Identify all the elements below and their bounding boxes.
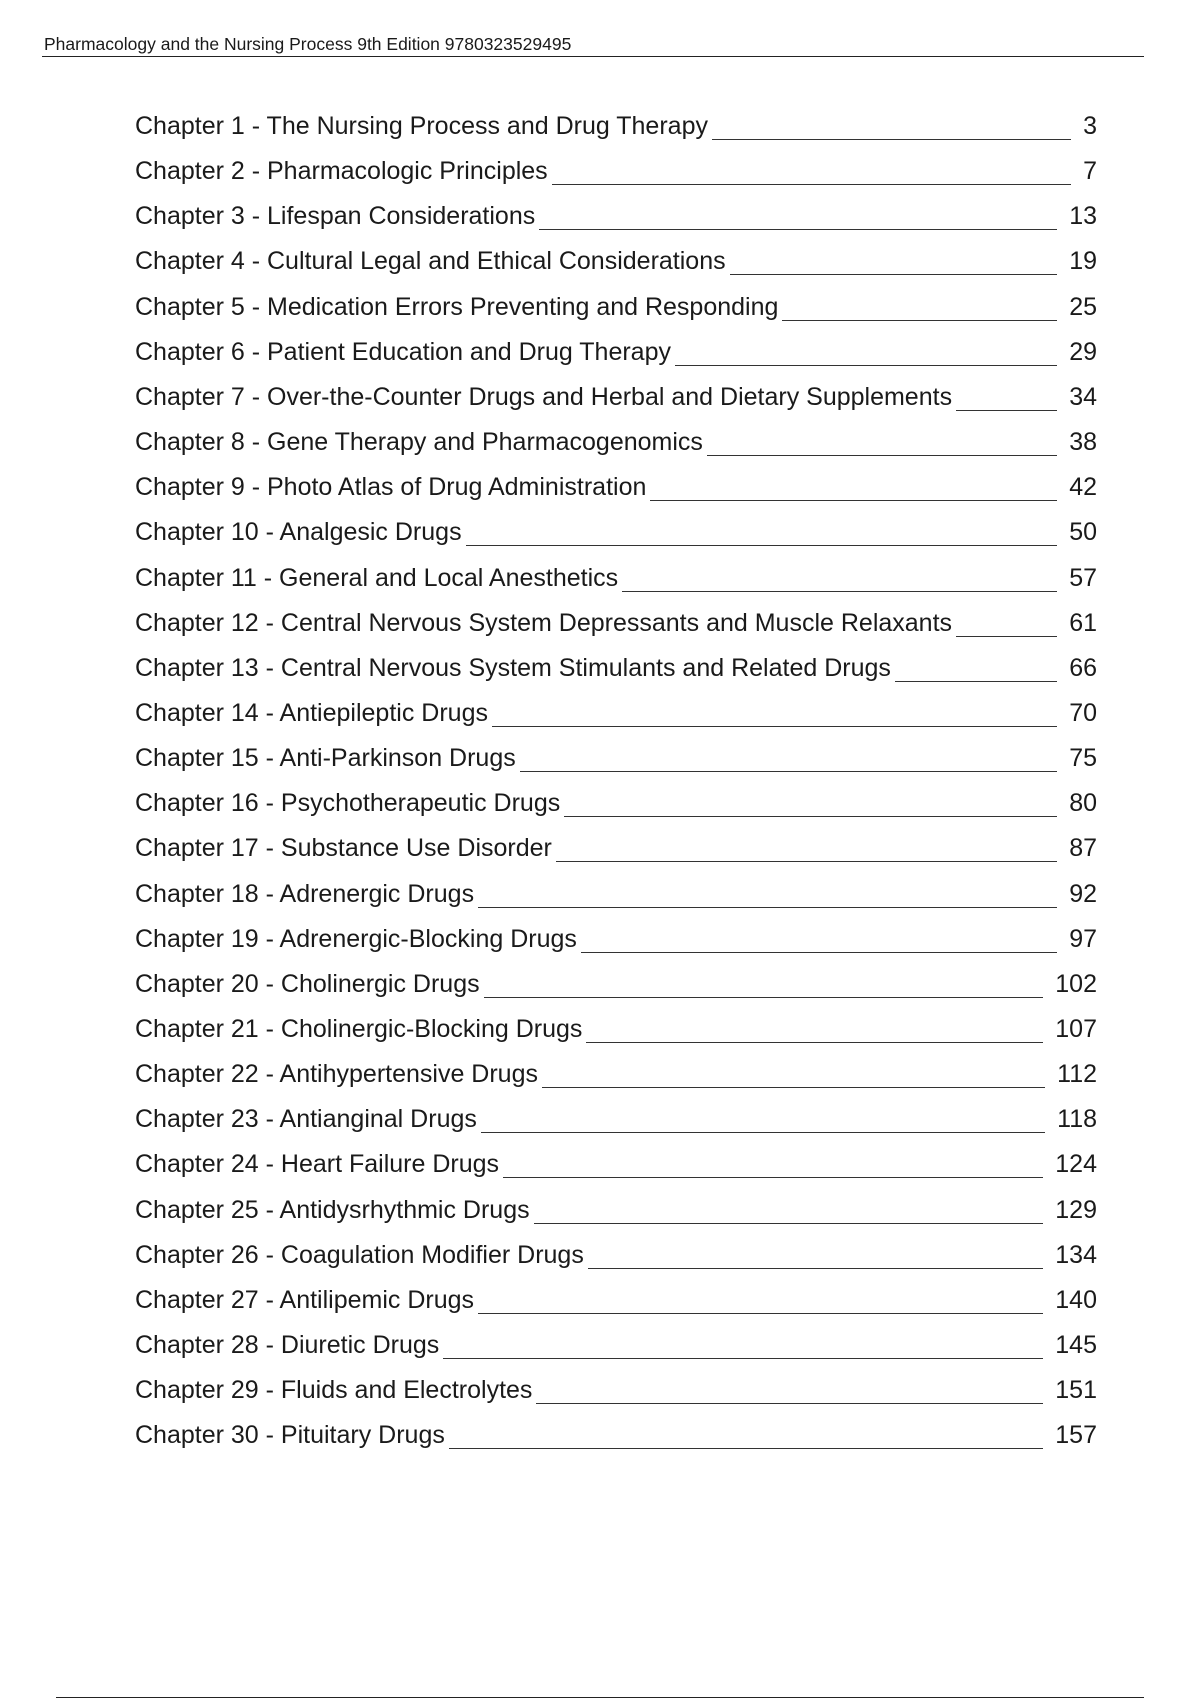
toc-entry[interactable] (135, 375, 1097, 419)
toc-chapter-title: Chapter 8 - Gene Therapy and Pharmacogenomics (135, 428, 703, 457)
toc-chapter-title: Chapter 5 - Medication Errors Preventing and Responding (135, 292, 779, 321)
toc-entry[interactable] (135, 1097, 1097, 1141)
toc-leader-line (503, 1142, 1043, 1186)
toc-leader-line (534, 1188, 1043, 1232)
toc-entry[interactable] (135, 691, 1097, 735)
toc-leader-line (712, 104, 1071, 148)
toc-leader-line (675, 330, 1057, 374)
toc-leader-line (556, 826, 1057, 870)
toc-leader-line (956, 601, 1057, 645)
toc-page-number: 70 (1069, 698, 1097, 727)
toc-page-number: 118 (1057, 1105, 1097, 1134)
toc-entry[interactable] (135, 239, 1097, 283)
toc-page-number: 29 (1069, 337, 1097, 366)
toc-chapter-title: Chapter 3 - Lifespan Considerations (135, 202, 536, 231)
toc-entry[interactable] (135, 556, 1097, 600)
toc-page-number: 75 (1069, 744, 1097, 773)
toc-entry[interactable] (135, 104, 1097, 148)
toc-entry[interactable] (135, 872, 1097, 916)
toc-chapter-title: Chapter 6 - Patient Education and Drug Therapy (135, 337, 671, 366)
toc-chapter-title: Chapter 16 - Psychotherapeutic Drugs (135, 789, 561, 818)
toc-chapter-title: Chapter 14 - Antiepileptic Drugs (135, 698, 488, 727)
toc-page-number: 92 (1069, 879, 1097, 908)
toc-leader-line (730, 239, 1057, 283)
toc-page-number: 34 (1069, 382, 1097, 411)
toc-leader-line (707, 420, 1057, 464)
toc-page-number: 38 (1069, 428, 1097, 457)
toc-chapter-title: Chapter 4 - Cultural Legal and Ethical Considerations (135, 247, 726, 276)
toc-chapter-title: Chapter 29 - Fluids and Electrolytes (135, 1376, 533, 1405)
toc-chapter-title: Chapter 1 - The Nursing Process and Drug Therapy (135, 112, 708, 140)
toc-leader-line (586, 1007, 1043, 1051)
toc-leader-line (542, 1052, 1045, 1096)
toc-page-number: 124 (1055, 1150, 1097, 1179)
toc-chapter-title: Chapter 20 - Cholinergic Drugs (135, 969, 480, 998)
toc-page-number: 19 (1069, 247, 1097, 276)
toc-entry[interactable] (135, 646, 1097, 690)
toc-page-number: 87 (1069, 834, 1097, 863)
toc-page-number: 7 (1083, 157, 1097, 186)
toc-chapter-title: Chapter 30 - Pituitary Drugs (135, 1421, 445, 1450)
toc-chapter-title: Chapter 19 - Adrenergic-Blocking Drugs (135, 924, 577, 953)
toc-chapter-title: Chapter 12 - Central Nervous System Depressants and Muscle Relaxants (135, 608, 953, 637)
toc-leader-line (520, 736, 1057, 780)
toc-entry[interactable] (135, 194, 1097, 238)
toc-chapter-title: Chapter 17 - Substance Use Disorder (135, 834, 552, 863)
toc-chapter-title: Chapter 13 - Central Nervous System Stimulants and Related Drugs (135, 653, 891, 682)
toc-leader-line (478, 872, 1057, 916)
toc-leader-line (564, 781, 1057, 825)
toc-entry[interactable] (135, 601, 1097, 645)
toc-chapter-title: Chapter 22 - Antihypertensive Drugs (135, 1060, 538, 1089)
toc-chapter-title: Chapter 2 - Pharmacologic Principles (135, 157, 548, 186)
toc-page-number: 13 (1069, 202, 1097, 231)
toc-entry[interactable] (135, 1007, 1097, 1051)
toc-page-number: 145 (1055, 1331, 1097, 1360)
toc-chapter-title: Chapter 7 - Over-the-Counter Drugs and Herbal and Dietary Supplements (135, 382, 953, 411)
toc-entry[interactable] (135, 962, 1097, 1006)
toc-entry[interactable] (135, 1233, 1097, 1277)
toc-leader-line (443, 1323, 1043, 1367)
running-header (42, 34, 1144, 57)
toc-chapter-title: Chapter 24 - Heart Failure Drugs (135, 1150, 500, 1179)
toc-entry[interactable] (135, 826, 1097, 870)
toc-leader-line (956, 375, 1057, 419)
toc-page-number: 3 (1083, 112, 1097, 140)
toc-leader-line (536, 1368, 1043, 1412)
toc-leader-line (895, 646, 1057, 690)
toc-chapter-title: Chapter 25 - Antidysrhythmic Drugs (135, 1195, 530, 1224)
toc-leader-line (622, 556, 1057, 600)
toc-page-number: 157 (1055, 1421, 1097, 1450)
toc-entry[interactable] (135, 1278, 1097, 1322)
toc-chapter-title: Chapter 26 - Coagulation Modifier Drugs (135, 1240, 584, 1269)
toc-page-number: 107 (1055, 1015, 1097, 1043)
toc-chapter-title: Chapter 28 - Diuretic Drugs (135, 1331, 440, 1360)
toc-page-number: 134 (1055, 1240, 1097, 1269)
running-header-text: Pharmacology and the Nursing Process 9th Edition 9780323529495 (44, 34, 572, 54)
toc-leader-line (484, 962, 1043, 1006)
toc-entry[interactable] (135, 1052, 1097, 1096)
toc-chapter-title: Chapter 23 - Antianginal Drugs (135, 1105, 477, 1134)
toc-entry[interactable] (135, 1188, 1097, 1232)
toc-leader-line (552, 149, 1071, 193)
toc-chapter-title: Chapter 18 - Adrenergic Drugs (135, 879, 475, 908)
toc-page-number: 66 (1069, 653, 1097, 682)
toc-page-number: 57 (1069, 563, 1097, 592)
toc-page-number: 42 (1069, 473, 1097, 502)
toc-entry[interactable] (135, 510, 1097, 554)
toc-chapter-title: Chapter 11 - General and Local Anesthetics (135, 563, 619, 592)
toc-page-number: 129 (1055, 1195, 1097, 1224)
toc-page-number: 151 (1055, 1376, 1097, 1405)
toc-page-number: 61 (1069, 608, 1097, 637)
footer-rule (56, 1697, 1144, 1698)
toc-leader-line (782, 285, 1057, 329)
toc-entry[interactable] (135, 781, 1097, 825)
toc-page-number: 97 (1069, 924, 1097, 953)
toc-entry[interactable] (135, 736, 1097, 780)
toc-entry[interactable] (135, 330, 1097, 374)
toc-chapter-title: Chapter 10 - Analgesic Drugs (135, 518, 462, 547)
toc-leader-line (650, 465, 1057, 509)
toc-leader-line (581, 917, 1057, 961)
toc-entry[interactable] (135, 149, 1097, 193)
toc-entry[interactable] (135, 1323, 1097, 1367)
toc-leader-line (466, 510, 1057, 554)
toc-chapter-title: Chapter 15 - Anti-Parkinson Drugs (135, 744, 516, 773)
toc-page-number: 25 (1069, 292, 1097, 321)
toc-page-number: 102 (1055, 969, 1097, 998)
toc-chapter-title: Chapter 21 - Cholinergic-Blocking Drugs (135, 1015, 583, 1043)
toc-entry[interactable] (135, 420, 1097, 464)
toc-leader-line (481, 1097, 1045, 1141)
toc-page-number: 80 (1069, 789, 1097, 818)
toc-entry[interactable] (135, 465, 1097, 509)
toc-entry[interactable] (135, 1142, 1097, 1186)
toc-entry[interactable] (135, 1368, 1097, 1412)
toc-chapter-title: Chapter 9 - Photo Atlas of Drug Administration (135, 473, 647, 502)
toc-entry[interactable] (135, 285, 1097, 329)
toc-leader-line (492, 691, 1057, 735)
toc-page-number: 112 (1057, 1060, 1097, 1089)
toc-page-number: 140 (1055, 1285, 1097, 1314)
toc-leader-line (539, 194, 1057, 238)
toc-entry[interactable] (135, 1413, 1097, 1457)
toc-leader-line (449, 1413, 1043, 1457)
toc-entry[interactable] (135, 917, 1097, 961)
toc-leader-line (588, 1233, 1043, 1277)
toc-chapter-title: Chapter 27 - Antilipemic Drugs (135, 1285, 475, 1314)
toc-page-number: 50 (1069, 518, 1097, 547)
toc-leader-line (478, 1278, 1043, 1322)
